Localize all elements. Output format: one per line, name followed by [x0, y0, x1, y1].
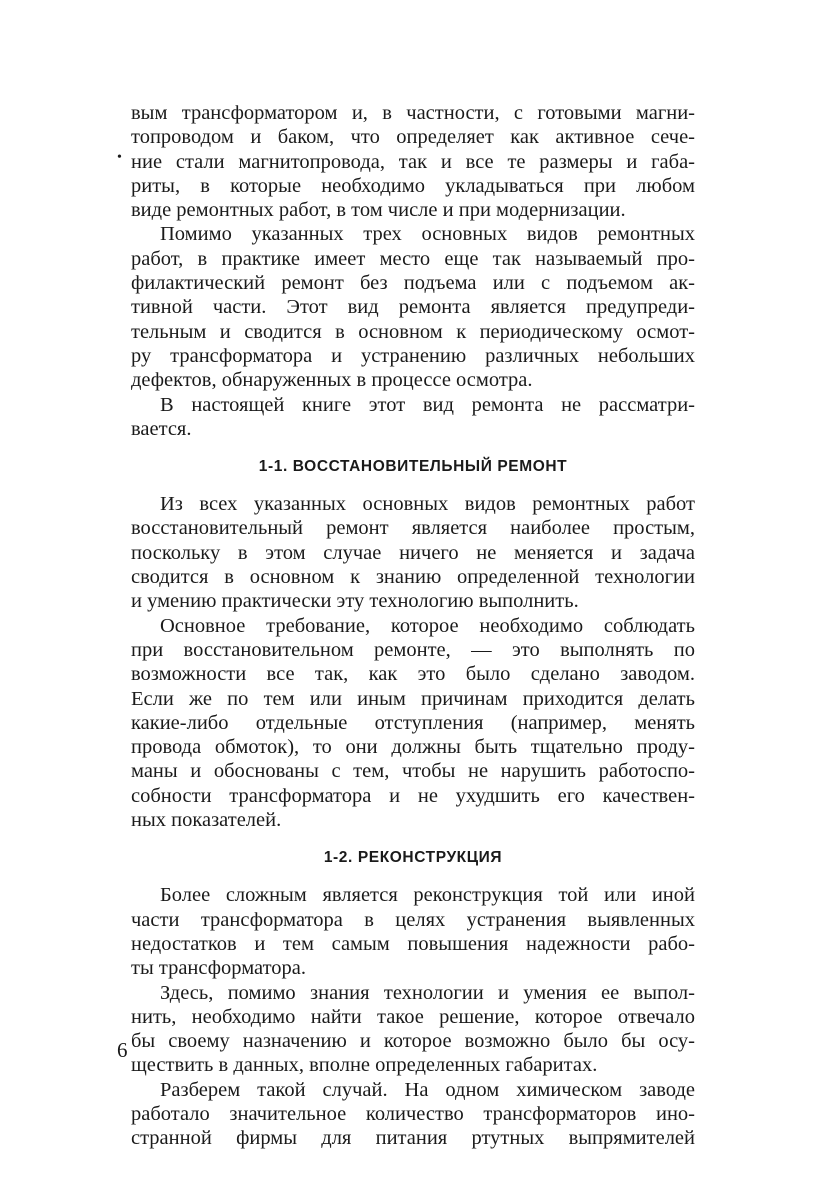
paragraph [131, 614, 695, 833]
paragraph [131, 393, 695, 442]
text-line: поскольку в этом случае ничего не меняется и задача [131, 541, 695, 564]
text-line: топроводом и баком, что определяет как активное сече- [131, 126, 695, 149]
text-line: Здесь, помимо знания технологии и умения ее выпол- [160, 981, 695, 1004]
paragraph [131, 883, 695, 980]
text-line: филактический ремонт без подъема или с подъемом ак- [131, 272, 695, 295]
section-2-text [131, 883, 695, 1150]
text-line: работ, в практике имеет место еще так называемый про- [131, 247, 695, 270]
page-content [131, 101, 695, 1151]
text-line: Основное требование, которое необходимо соблюдать [160, 614, 695, 637]
text-line: провода обмоток), то они должны быть тщательно проду- [131, 736, 695, 759]
paragraph [131, 981, 695, 1078]
text-line: работало значительное количество трансформаторов ино- [131, 1102, 695, 1125]
text-line: возможности все так, как это было сделано заводом. [131, 663, 695, 686]
text-line: сводится в основном к знанию определенной технологии [131, 566, 695, 589]
paragraph [131, 492, 695, 613]
section-heading-restoration: 1-1. ВОССТАНОВИТЕЛЬНЫЙ РЕМОНТ [258, 458, 568, 476]
text-line: Более сложным является реконструкция той или иной [160, 884, 695, 907]
section-heading-reconstruction: 1-2. РЕКОНСТРУКЦИЯ [323, 849, 503, 867]
text-line: вым трансформатором и, в частности, с готовыми магни- [131, 102, 695, 124]
text-line: маны и обоснованы с тем, чтобы не нарушить работоспо- [131, 760, 695, 783]
text-line: нить, необходимо найти такое решение, которое отвечало [131, 1005, 695, 1028]
paragraph [131, 222, 695, 392]
text-line: и умению практически эту технологию выполнить. [131, 590, 579, 613]
text-line: В настоящей книге этот вид ремонта не рассматри- [160, 393, 695, 416]
text-line: ных показателей. [131, 809, 282, 832]
paragraph [131, 101, 695, 222]
text-line: виде ремонтных работ, в том числе и при модернизации. [131, 199, 626, 222]
margin-mark: • [117, 150, 122, 165]
text-line: при восстановительном ремонте, — это выполнять по [131, 638, 695, 661]
text-line: части трансформатора в целях устранения выявленных [131, 908, 695, 931]
text-line: недостатков и тем самым повышения надежности рабо- [131, 932, 695, 955]
text-line: ты трансформатора. [131, 957, 307, 980]
text-line: восстановительный ремонт является наиболее простым, [131, 517, 695, 540]
text-line: вается. [131, 417, 192, 440]
text-line: какие-либо отдельные отступления (например, менять [131, 711, 695, 734]
page-number: 6 [117, 1038, 128, 1062]
paragraph [131, 1078, 695, 1151]
text-line: ществить в данных, вполне определенных габаритах. [131, 1054, 598, 1077]
text-line: собности трансформатора и не ухудшить его качествен- [131, 784, 695, 807]
text-line: бы своему назначению и которое возможно было бы осу- [131, 1030, 695, 1053]
text-line: Разберем такой случай. На одном химическом заводе [160, 1078, 695, 1101]
text-line: странной фирмы для питания ртутных выпрямителей [131, 1127, 695, 1150]
text-line: тивной части. Этот вид ремонта является предупреди- [131, 296, 695, 319]
text-line: дефектов, обнаруженных в процессе осмотра. [131, 369, 533, 392]
text-line: Помимо указанных трех основных видов ремонтных [160, 223, 695, 246]
intro-text [131, 101, 695, 441]
text-line: тельным и сводится в основном к периодическому осмот- [131, 320, 695, 343]
text-line: ние стали магнитопровода, так и все те размеры и габа- [131, 150, 695, 173]
text-line: ру трансформатора и устранению различных небольших [131, 344, 695, 367]
text-line: риты, в которые необходимо укладываться при любом [131, 174, 695, 197]
text-line: Из всех указанных основных видов ремонтных работ [160, 493, 695, 516]
text-line: Если же по тем или иным причинам приходится делать [131, 687, 695, 710]
section-1-text [131, 492, 695, 832]
